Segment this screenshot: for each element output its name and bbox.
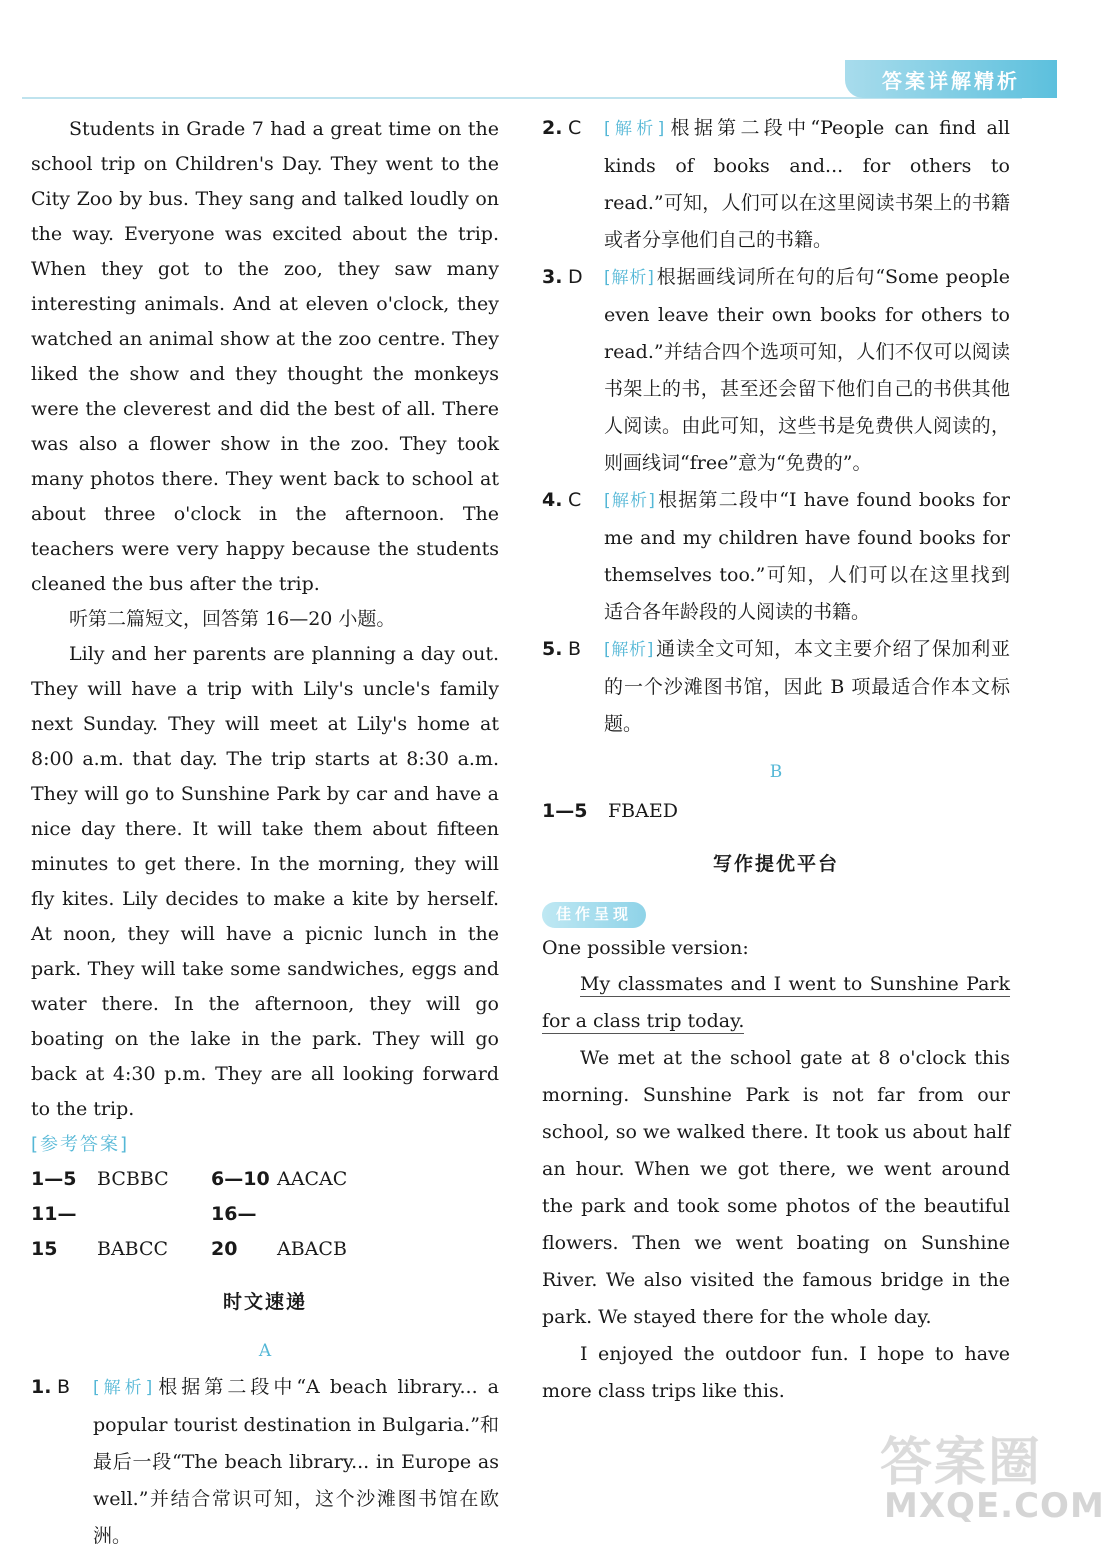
header-tab: [845, 60, 1057, 98]
section-title-reading: 时文速递: [222, 1291, 307, 1313]
question-item: 2. C [解析] 根据第二段中“People can find all kinds of books and... for others to read.”可知，人们可以在这里阅读书架上的书籍或者分享他们自己的书籍。: [542, 117, 1010, 251]
essay-paragraph-3: I enjoyed the outdoor fun. I hope to have more class trips like this.: [542, 1343, 1010, 1402]
listening-instruction-2: 听第二篇短文，回答第 16—20 小题。: [69, 608, 396, 630]
header-tab-label: 答案详解精析: [882, 68, 1020, 93]
badge-row: [542, 896, 1010, 931]
section-letter-a: A: [258, 1341, 272, 1361]
answer-key-item: 1—5 BCBBC: [31, 1168, 169, 1190]
listening-passage-1: Students in Grade 7 had a great time on the school trip on Children's Day. They went to the City Zoo by bus. They sang and talked loudly on the way. Everyone was excited about the trip. When they got to the zoo, they saw many interesting animals. And at eleven o'clock, they watched an animal show at the zoo centre. They liked the show and they thought the monkeys were the cleverest and did the best of all. There was also a flower show in the zoo. They took many photos there. They went back to school at about three o'clock in the afternoon. The teachers were very happy because the students cleaned the bus after the trip.: [31, 118, 499, 595]
answer-key-item: 6—10 AACAC: [211, 1168, 348, 1190]
watermark-glyphs: 答案圈: [880, 1433, 1043, 1493]
question-item: 1. B [解析] 根据第二段中“A beach library... a popular tourist destination in Bulgaria.”和最后一段“The beach library... in Europe as well.”并结合常识可知，这个沙滩图书馆在欧洲。: [31, 1376, 500, 1547]
section-title-writing: 写作提优平台: [712, 853, 839, 875]
watermark-logo: [870, 1420, 1105, 1536]
answer-key-grid: [31, 1162, 391, 1267]
left-column: [31, 112, 499, 1555]
right-column: [542, 110, 1010, 1410]
question-item: 5. B [解析] 通读全文可知，本文主要介绍了保加利亚的一个沙滩图书馆，因此 B 项最适合作本文标题。: [542, 638, 1010, 735]
question-item: 4. C [解析] 根据第二段中“I have found books for me and my children have found books for themselves too.”可知，人们可以在这里找到适合各年龄段的人阅读的书籍。: [542, 489, 1010, 623]
essay-first-sentence: My classmates and I went to Sunshine Park for a class trip today.: [542, 973, 1010, 1032]
answer-key-b: 1—5 FBAED: [542, 800, 678, 822]
answer-key-item: 11—15 BABCC: [31, 1203, 169, 1260]
essay-paragraph-2: We met at the school gate at 8 o'clock this morning. Sunshine Park is not far from our school, so we walked there. It took us about half an hour. When we got there, we went around the park and took some photos of the beautiful flowers. Then we went boating on Sunshine River. We also visited the famous bridge in the park. We stayed there for the whole day.: [542, 1047, 1010, 1328]
question-item: 3. D [解析] 根据画线词所在句的后句“Some people even leave their own books for others to read.”并结合四个选项可知，人们不仅可以阅读书架上的书，甚至还会留下他们自己的书供其他人阅读。由此可知，这些书是免费供人阅读的，则画线词“free”意为“免费的”。: [542, 266, 1010, 474]
possible-version-label: One possible version:: [542, 937, 749, 959]
watermark-url: MXQE.COM: [884, 1486, 1105, 1526]
sample-essay-badge: 佳作呈现: [542, 902, 646, 928]
section-letter-b: B: [769, 762, 783, 782]
answer-key-item: 16—20 ABACB: [211, 1203, 347, 1260]
listening-passage-2: Lily and her parents are planning a day out. They will have a trip with Lily's uncle's family next Sunday. They will meet at Lily's home at 8:00 a.m. that day. The trip starts at 8:30 a.m. They will go to Sunshine Park by car and have a nice day there. It will take them about fifteen minutes to get there. In the morning, they will fly kites. Lily decides to make a kite by herself. At noon, they will have a picnic lunch in the park. They will take some sandwiches, eggs and water there. In the afternoon, they will go boating on the lake in the park. They will go back at 4:30 p.m. They are all looking forward to the trip.: [31, 643, 499, 1120]
reference-answer-tag: [参考答案]: [31, 1134, 130, 1155]
